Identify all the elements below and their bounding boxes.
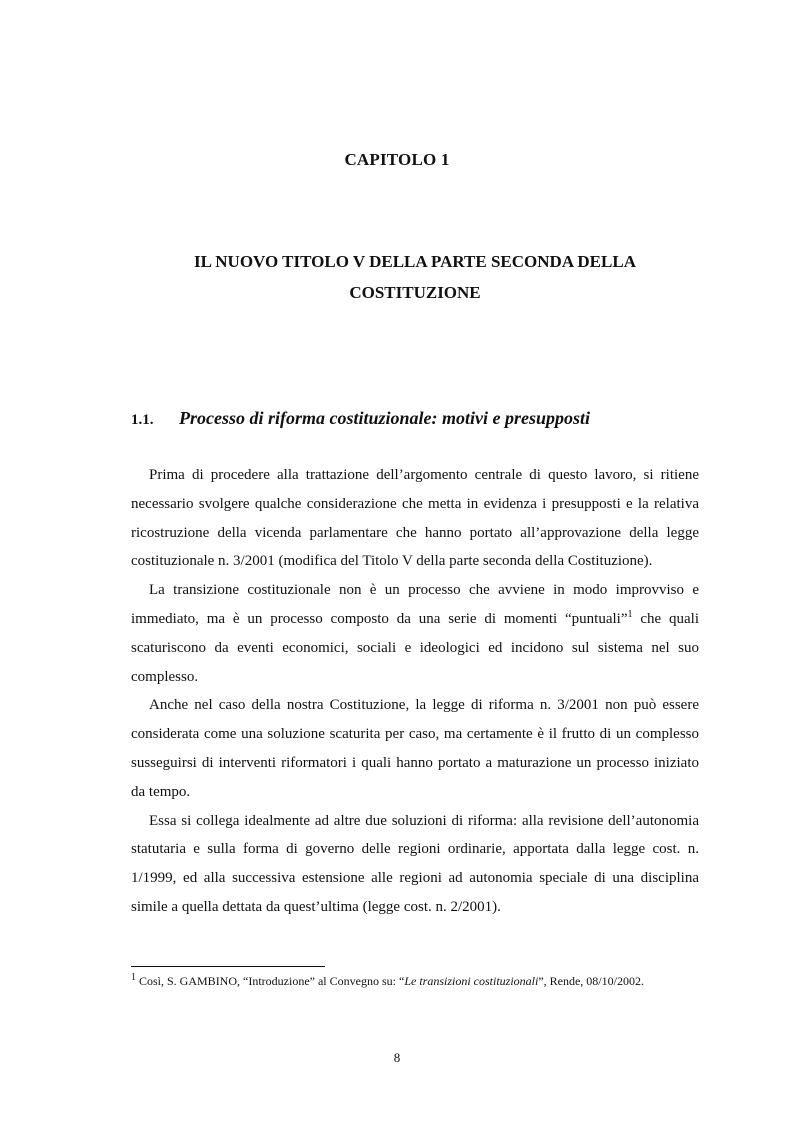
footnote-text-before: Così, S. GAMBINO, “Introduzione” al Convegno su: “	[136, 974, 405, 988]
chapter-heading: CAPITOLO 1	[344, 150, 450, 169]
footnote-marker: 1	[131, 972, 136, 983]
section-heading	[131, 408, 711, 429]
paragraph-2	[131, 576, 699, 691]
body-text	[131, 461, 699, 922]
footnote-reference: 1	[627, 608, 633, 620]
footnote	[131, 972, 699, 990]
page-number: 8	[393, 1050, 401, 1065]
section-title: Processo di riforma costituzionale: motivi e presupposti	[179, 408, 591, 428]
chapter-title	[130, 246, 700, 308]
footnote-italic-title: Le transizioni costituzionali	[404, 974, 539, 988]
chapter-title-line-1: IL NUOVO TITOLO V DELLA PARTE SECONDA DELLA	[194, 252, 636, 271]
paragraph-4: Essa si collega idealmente ad altre due soluzioni di riforma: alla revisione dell’autonomia statutaria e sulla forma di governo delle regioni ordinarie, apportata dalla legge cost. n. 1/1999, ed alla successiva estensione alle regioni ad autonomia speciale di una disciplina simile a quella dettata da quest’ultima (legge cost. n. 2/2001).	[131, 812, 699, 915]
paragraph-3: Anche nel caso della nostra Costituzione, la legge di riforma n. 3/2001 non può essere considerata come una soluzione scaturita per caso, ma certamente è il frutto di un complesso susseguirsi di interventi riformatori i quali hanno portato a maturazione un processo iniziato da tempo.	[131, 697, 699, 800]
section-number: 1.1.	[131, 412, 154, 428]
paragraph-2-text-before: La transizione costituzionale non è un processo che avviene in modo improvviso e immediato, ma è un processo composto da una serie di momenti “puntuali”	[131, 582, 699, 627]
chapter-title-line-2: COSTITUZIONE	[349, 283, 481, 302]
paragraph-2-text-after: che quali scaturiscono da eventi economici, sociali e ideologici ed incidono sul sistema nel suo complesso.	[131, 610, 699, 685]
footnote-text-after: ”, Rende, 08/10/2002.	[538, 974, 644, 988]
footnote-separator	[131, 966, 325, 967]
paragraph-1: Prima di procedere alla trattazione dell’argomento centrale di questo lavoro, si ritiene necessario svolgere qualche considerazione che metta in evidenza i presupposti e la relativa ricostruzione della vicenda parlamentare che hanno portato all’approvazione della legge costituzionale n. 3/2001 (modifica del Titolo V della parte seconda della Costituzione).	[131, 467, 699, 570]
